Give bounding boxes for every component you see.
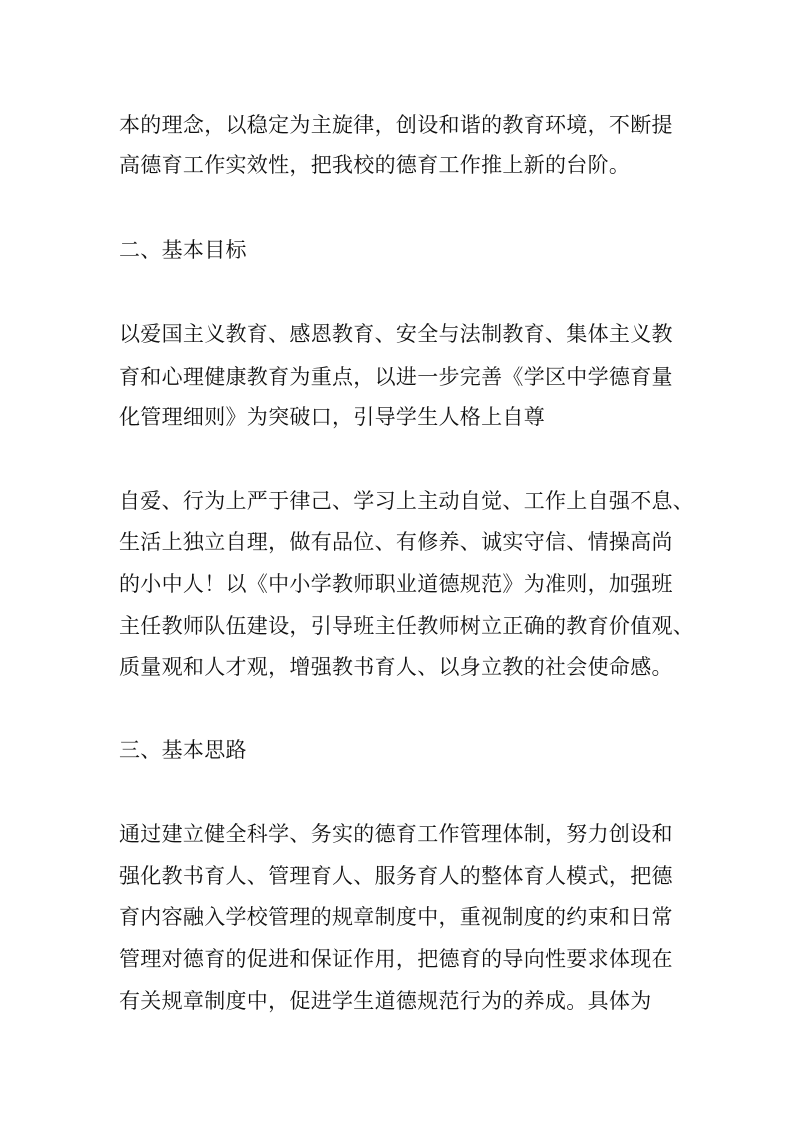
paragraph-line: 主任教师队伍建设，引导班主任教师树立正确的教育价值观、: [119, 614, 695, 638]
paragraph-line: 育和心理健康教育为重点，以进一步完善《学区中学德育量: [119, 365, 673, 389]
paragraph-line: 通过建立健全科学、务实的德育工作管理体制，努力创设和: [119, 822, 673, 846]
paragraph-line: 生活上独立自理，做有品位、有修养、诚实守信、情操高尚: [119, 530, 673, 554]
paragraph-line: 的小中人！以《中小学教师职业道德规范》为准则，加强班: [119, 572, 673, 596]
paragraph-line: 管理对德育的促进和保证作用，把德育的导向性要求体现在: [119, 947, 673, 971]
paragraph-line: 本的理念，以稳定为主旋律，创设和谐的教育环境，不断提: [119, 113, 673, 137]
paragraph-line: 化管理细则》为突破口，引导学生人格上自尊: [119, 405, 545, 429]
paragraph-line: 高德育工作实效性，把我校的德育工作推上新的台阶。: [119, 153, 631, 177]
section-heading: 三、基本思路: [119, 738, 247, 762]
paragraph-line: 自爱、行为上严于律己、学习上主动自觉、工作上自强不息、: [119, 489, 695, 513]
paragraph-line: 育内容融入学校管理的规章制度中，重视制度的约束和日常: [119, 905, 673, 929]
section-heading: 二、基本目标: [119, 238, 247, 262]
paragraph-line: 以爱国主义教育、感恩教育、安全与法制教育、集体主义教: [119, 322, 673, 346]
paragraph-line: 质量观和人才观，增强教书育人、以身立教的社会使命感。: [119, 655, 673, 679]
paragraph-line: 强化教书育人、管理育人、服务育人的整体育人模式，把德: [119, 864, 673, 888]
paragraph-line: 有关规章制度中，促进学生道德规范行为的养成。具体为: [119, 989, 652, 1013]
